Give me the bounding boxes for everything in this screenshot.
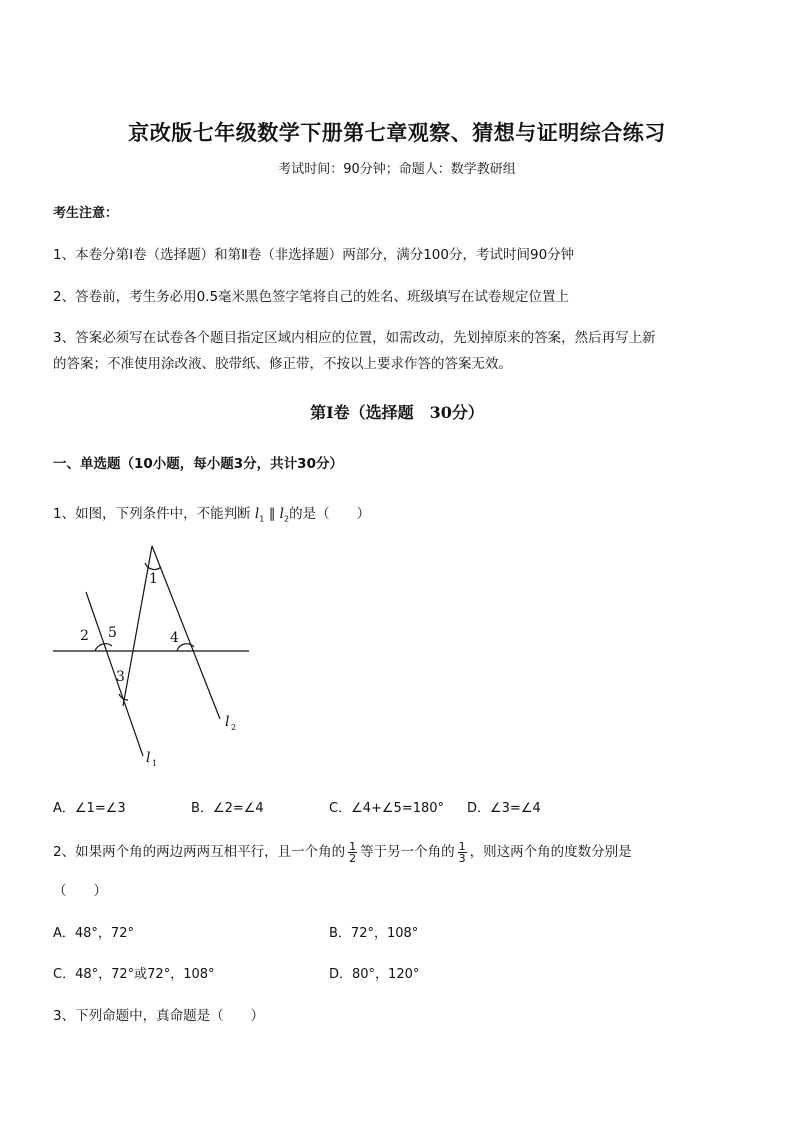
q2-fraction-half xyxy=(348,841,357,864)
angle-label-3: 3 xyxy=(116,669,125,685)
q1-line-b: l xyxy=(279,506,284,522)
angle-label-5: 5 xyxy=(108,625,117,641)
question-2-stem xyxy=(53,840,632,864)
section-title: 第Ⅰ卷（选择题 30分） xyxy=(310,403,484,422)
q1-option-c[interactable]: C．∠4+∠5=180° xyxy=(329,801,445,816)
angle-label-1: 1 xyxy=(149,571,158,587)
q1-option-a[interactable]: A．∠1=∠3 xyxy=(53,801,126,816)
q1-suffix: 的是（ ） xyxy=(289,506,371,522)
transversal-line xyxy=(123,546,152,706)
notice-item-3: 3、答案必须写在试卷各个题目指定区域内相应的位置，如需改动，先划掉原来的答案，然后再写上新 xyxy=(53,330,656,346)
line-label-l2: l xyxy=(225,714,230,730)
q1-parallel-symbol: ∥ xyxy=(268,506,276,522)
exam-info: 考试时间：90分钟；命题人：数学教研组 xyxy=(278,162,516,177)
notice-item-1: 1、本卷分第Ⅰ卷（选择题）和第Ⅱ卷（非选择题）两部分，满分100分，考试时间90分钟 xyxy=(53,247,575,263)
frac-third-num: 1 xyxy=(458,839,466,853)
q1-line-a-sub: 1 xyxy=(259,514,265,524)
angle-arc-3 xyxy=(119,694,128,700)
notice-item-2: 2、答卷前，考生务必用0.5毫米黑色签字笔将自己的姓名、班级填写在试卷规定位置上 xyxy=(53,289,570,305)
angle-label-2: 2 xyxy=(80,628,89,644)
page-title: 京改版七年级数学下册第七章观察、猜想与证明综合练习 xyxy=(128,120,666,145)
q2-part1: 2、如果两个角的两边两两互相平行，且一个角的 xyxy=(53,844,346,860)
q1-option-d[interactable]: D．∠3=∠4 xyxy=(467,801,541,816)
q2-option-b[interactable]: B．72°，108° xyxy=(329,926,419,941)
angle-label-4: 4 xyxy=(170,630,179,646)
frac-half-num: 1 xyxy=(349,839,357,853)
line-label-l1: l xyxy=(146,750,151,766)
frac-half-den: 2 xyxy=(349,851,357,865)
notice-item-3-cont: 的答案；不准使用涂改液、胶带纸、修正带，不按以上要求作答的答案无效。 xyxy=(53,356,512,372)
line-label-l2-sub: 2 xyxy=(231,723,237,732)
question-3-stem: 3、下列命题中，真命题是（ ） xyxy=(53,1008,265,1024)
q2-part2: 等于另一个角的 xyxy=(360,844,455,860)
q2-option-c[interactable]: C．48°，72°或72°，108° xyxy=(53,967,215,982)
q1-option-b[interactable]: B．∠2=∠4 xyxy=(191,801,264,816)
q2-option-a[interactable]: A．48°，72° xyxy=(53,926,134,941)
q2-part3: ，则这两个角的度数分别是 xyxy=(469,844,632,860)
q2-fraction-third xyxy=(458,841,467,864)
line-l1 xyxy=(86,592,143,756)
line-label-l1-sub: 1 xyxy=(152,759,158,768)
q1-prefix: 1、如图，下列条件中，不能判断 xyxy=(53,506,251,522)
q2-answer-paren: （ ） xyxy=(53,883,107,899)
q1-line-b-sub: 2 xyxy=(283,514,290,524)
q2-option-d[interactable]: D．80°，120° xyxy=(329,967,420,982)
notice-heading: 考生注意： xyxy=(53,206,119,221)
line-l2 xyxy=(152,546,220,719)
part-title: 一、单选题（10小题，每小题3分，共计30分） xyxy=(53,456,343,472)
angle-arc-2-5 xyxy=(95,644,112,651)
q1-line-a: l xyxy=(254,506,260,522)
frac-third-den: 3 xyxy=(458,851,466,865)
